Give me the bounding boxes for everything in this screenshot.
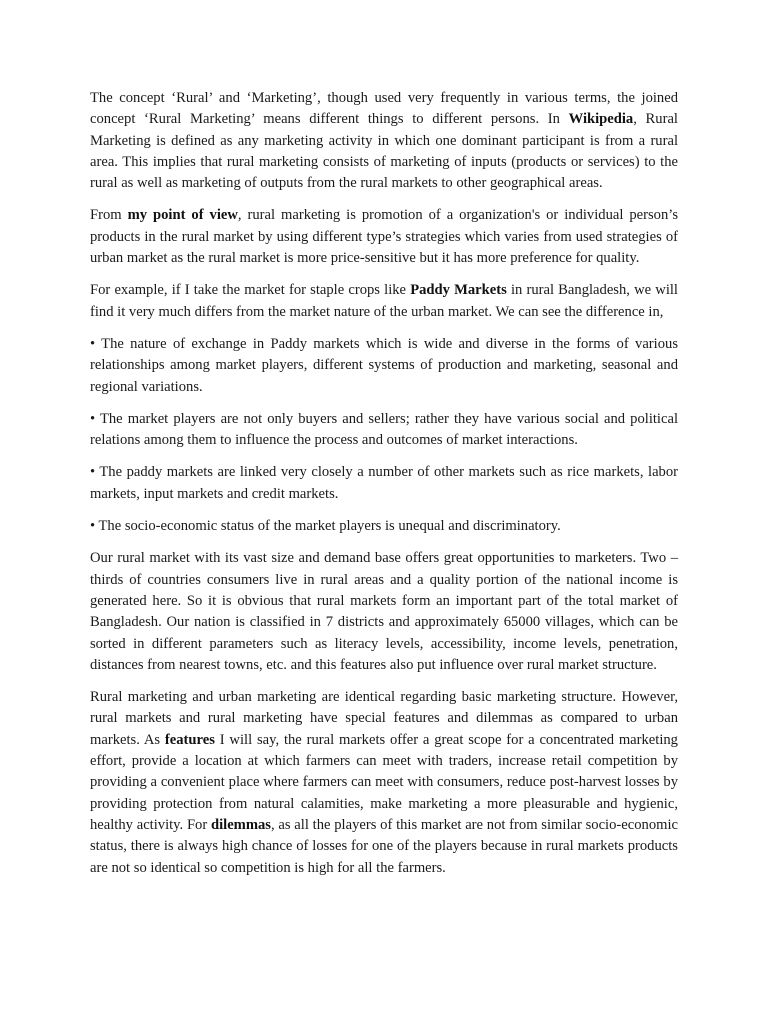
bullet-item-nature-of-exchange [90, 334, 678, 398]
text-segment: • The paddy markets are linked very closely a number of other markets such as rice markets, labor markets, input markets and credit markets. [90, 464, 678, 502]
paragraph-intro [90, 88, 678, 194]
text-segment: I will say, the rural markets offer a great scope for a concentrated marketing effort, provide a location at which farmers can meet with traders, increase retail competition by providing a convenient place where farmers can meet with consumers, reduce post-harvest losses by providing protection from natural calamities, make marketing a more pleasurable and hygienic, healthy activity. For [90, 731, 678, 833]
paragraph-features-dilemmas [90, 687, 678, 879]
paragraph-rural-market-size [90, 548, 678, 676]
text-segment: The concept ‘Rural’ and ‘Marketing’, though used very frequently in various terms, the joined concept ‘Rural Marketing’ means different things to different persons. In [90, 90, 678, 128]
bullet-item-linked-markets [90, 462, 678, 505]
text-segment: , Rural Marketing is defined as any marketing activity in which one dominant participant is from a rural area. This implies that rural marketing consists of marketing of inputs (products or services) to the rural as well as marketing of outputs from the rural markets to other geographical areas. [90, 111, 678, 192]
text-segment: • The nature of exchange in Paddy markets which is wide and diverse in the forms of various relationships among market players, different systems of production and marketing, seasonal and regional variations. [90, 335, 678, 395]
text-segment: in rural Bangladesh, we will find it very much differs from the market nature of the urban market. We can see the difference in, [90, 282, 678, 320]
text-segment: From [90, 207, 128, 224]
paragraph-example [90, 280, 678, 323]
bold-term-paddy-markets: Paddy Markets [410, 282, 507, 299]
text-segment: Our rural market with its vast size and demand base offers great opportunities to marketers. Two – thirds of countries consumers live in rural areas and a quality portion of the national income is generated here. So it is obvious that rural markets form an important part of the total market of Bangladesh. Our nation is classified in 7 districts and approximately 65000 villages, which can be sorted in different parameters such as literacy levels, accessibility, income levels, penetration, distances from nearest towns, etc. and this features also put influence over rural market structure. [90, 550, 678, 673]
text-segment: , rural marketing is promotion of a organization's or individual person’s products in the rural market by using different type’s strategies which varies from used strategies of urban market as the rural market is more price-sensitive but it has more preference for quality. [90, 207, 679, 267]
text-segment: • The socio-economic status of the market players is unequal and discriminatory. [90, 518, 561, 535]
bullet-item-socio-economic-status [90, 516, 678, 537]
bullet-item-market-players [90, 409, 678, 452]
paragraph-point-of-view [90, 205, 678, 269]
text-segment: , as all the players of this market are not from similar socio-economic status, there is always high chance of losses for one of the players because in rural markets products are not so identical so competition is high for all the farmers. [90, 816, 678, 876]
text-segment: Rural marketing and urban marketing are identical regarding basic marketing structure. However, rural markets and rural marketing have special features and dilemmas as compared to urban markets. As [90, 689, 678, 748]
bold-term-dilemmas: dilemmas [210, 816, 271, 833]
bold-term-features: features [164, 731, 215, 748]
document-page [90, 88, 678, 890]
text-segment: • The market players are not only buyers and sellers; rather they have various social and political relations among them to influence the process and outcomes of market interactions. [90, 410, 678, 449]
text-segment: For example, if I take the market for staple crops like [90, 282, 411, 299]
bold-term-point-of-view: my point of view [127, 207, 238, 224]
bold-term-wikipedia: Wikipedia [568, 111, 634, 128]
